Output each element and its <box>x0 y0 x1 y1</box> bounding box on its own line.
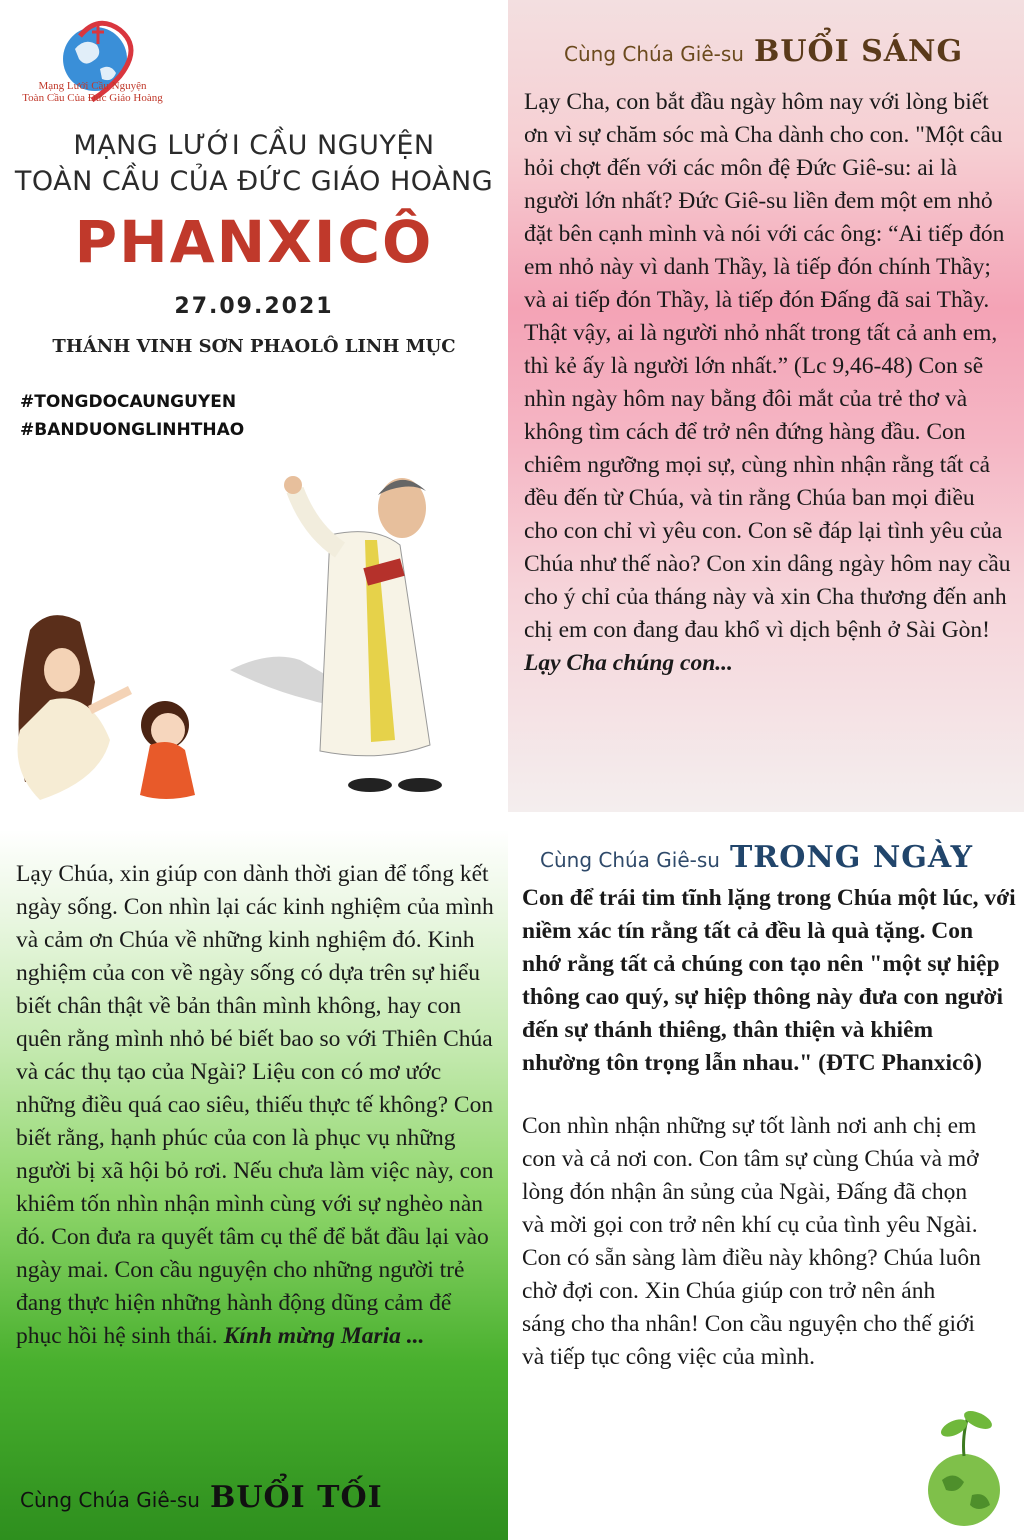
evening-panel <box>0 830 508 1540</box>
daytime-prayer: Con nhìn nhận những sự tốt lành nơi anh chị em con và cả nơi con. Con tâm sự cùng Chúa và mở lòng đón nhận ân sủng của Ngài, Đấng đã chọn và mời gọi con trở nên khí cụ của tình yêu Ngài. Con có sẵn sàng làm điều này không? Chúa luôn chờ đợi con. Xin Chúa giúp con trở nên ánh sáng cho tha nhân! Con cầu nguyện cho thế giới và tiếp tục công việc của mình. <box>522 1113 981 1370</box>
evening-heading <box>20 1480 383 1515</box>
evening-prayer <box>16 858 496 1353</box>
morning-prayer <box>524 86 1014 680</box>
pope-name: PHANXICÔ <box>74 208 434 276</box>
morning-heading-title: BUỔI SÁNG <box>753 34 964 69</box>
evening-prayer-closing: Kính mừng Maria ... <box>223 1323 425 1349</box>
daytime-panel <box>508 830 1024 1540</box>
morning-prayer-text: Lạy Cha, con bắt đầu ngày hôm nay với lòng biết ơn vì sự chăm sóc mà Cha dành cho con. "Một câu hỏi chợt đến với các môn đệ Đức Giê-su: ai là người lớn nhất? Đức Giê-su liền đem một em nhỏ đặt bên cạnh mình và nói với các ông: “Ai tiếp đón em nhỏ này vì danh Thầy, là tiếp đón chính Thầy; và ai tiếp đón Thầy, là tiếp đón Đấng đã sai Thầy. Thật vậy, ai là người nhỏ nhất trong tất cả anh em, thì kẻ ấy là người lớn nhất.” (Lc 9,46-48) Con sẽ nhìn ngày hôm nay bằng đôi mắt của trẻ thơ và không tìm cách để trở nên đứng hàng đầu. Con chiêm ngưỡng mọi sự, cùng nhìn nhận rằng tất cả đều đến từ Chúa, và tin rằng Chúa ban mọi điều cho con chỉ vì yêu con. Con sẽ đáp lại tình yêu của Chúa như thế nào? Con xin dâng ngày hôm nay cầu cho ý chỉ của tháng này và xin Cha thương đến anh chị em con đang đau khổ vì dịch bệnh ở Sài Gòn! <box>524 89 1011 643</box>
evening-prayer-text: Lạy Chúa, xin giúp con dành thời gian để tổng kết ngày sống. Con nhìn lại các kinh nghiệm của mình và cảm ơn Chúa về những kinh nghiệm đó. Kinh nghiệm của con về ngày sống có dựa trên sự hiểu biết chân thật về bản thân mình không, hay con quên rằng mình nhỏ bé biết bao so với Thiên Chúa và các thụ tạo của Ngài? Liệu con có mơ ước những điều quá cao siêu, thiếu thực tế không? Con biết rằng, hạnh phúc của con là phục vụ những người bị xã hội bỏ rơi. Nếu chưa làm việc này, con khiêm tốn nhìn nhận mình cùng với sự nghèo nàn đó. Con đưa ra quyết tâm cụ thể để bắt đầu lại vào ngày mai. Con cầu nguyện cho những người trẻ đang thực hiện những hành động dũng cảm để phục hồi hệ sinh thái. <box>16 861 494 1349</box>
earth-plant-icon <box>914 1400 1014 1530</box>
header-panel <box>0 0 508 812</box>
daytime-heading-prefix: Cùng Chúa Giê-su <box>540 848 720 872</box>
hashtag-1: #TONGDOCAUNGUYEN <box>20 392 237 412</box>
logo-line2: Toàn Cầu Của Đức Giáo Hoàng <box>22 92 163 104</box>
panel-divider <box>0 812 1024 830</box>
network-title-line1: MẠNG LƯỚI CẦU NGUYỆN <box>73 130 435 161</box>
morning-panel <box>508 0 1024 812</box>
evening-heading-title: BUỔI TỐI <box>209 1480 383 1515</box>
network-title-line2: TOÀN CẦU CỦA ĐỨC GIÁO HOÀNG <box>14 166 494 197</box>
evening-heading-prefix: Cùng Chúa Giê-su <box>20 1488 200 1512</box>
logo-caption <box>20 80 165 104</box>
saint-of-day: THÁNH VINH SƠN PHAOLÔ LINH MỤC <box>52 336 456 357</box>
daytime-reflection: Con để trái tim tĩnh lặng trong Chúa một lúc, với niềm xác tín rằng tất cả đều là quà tặng. Con nhớ rằng tất cả chúng con tạo nên "một sự hiệp thông cao quý, sự hiệp thông này đưa con người đến sự thánh thiêng, thân thiện và khiêm nhường tôn trọng lẫn nhau." (ĐTC Phanxicô) <box>522 885 1016 1076</box>
daytime-heading-title: TRONG NGÀY <box>729 840 974 875</box>
daytime-heading <box>540 840 973 875</box>
morning-prayer-closing: Lạy Cha chúng con... <box>524 650 733 676</box>
hashtag-2: #BANDUONGLINHTHAO <box>20 420 245 440</box>
date: 27.09.2021 <box>174 294 334 319</box>
morning-heading-prefix: Cùng Chúa Giê-su <box>564 42 744 66</box>
logo-line1: Mạng Lưới Cầu Nguyện <box>38 80 147 92</box>
morning-heading <box>564 34 963 69</box>
priest-and-children-illustration <box>0 440 508 812</box>
